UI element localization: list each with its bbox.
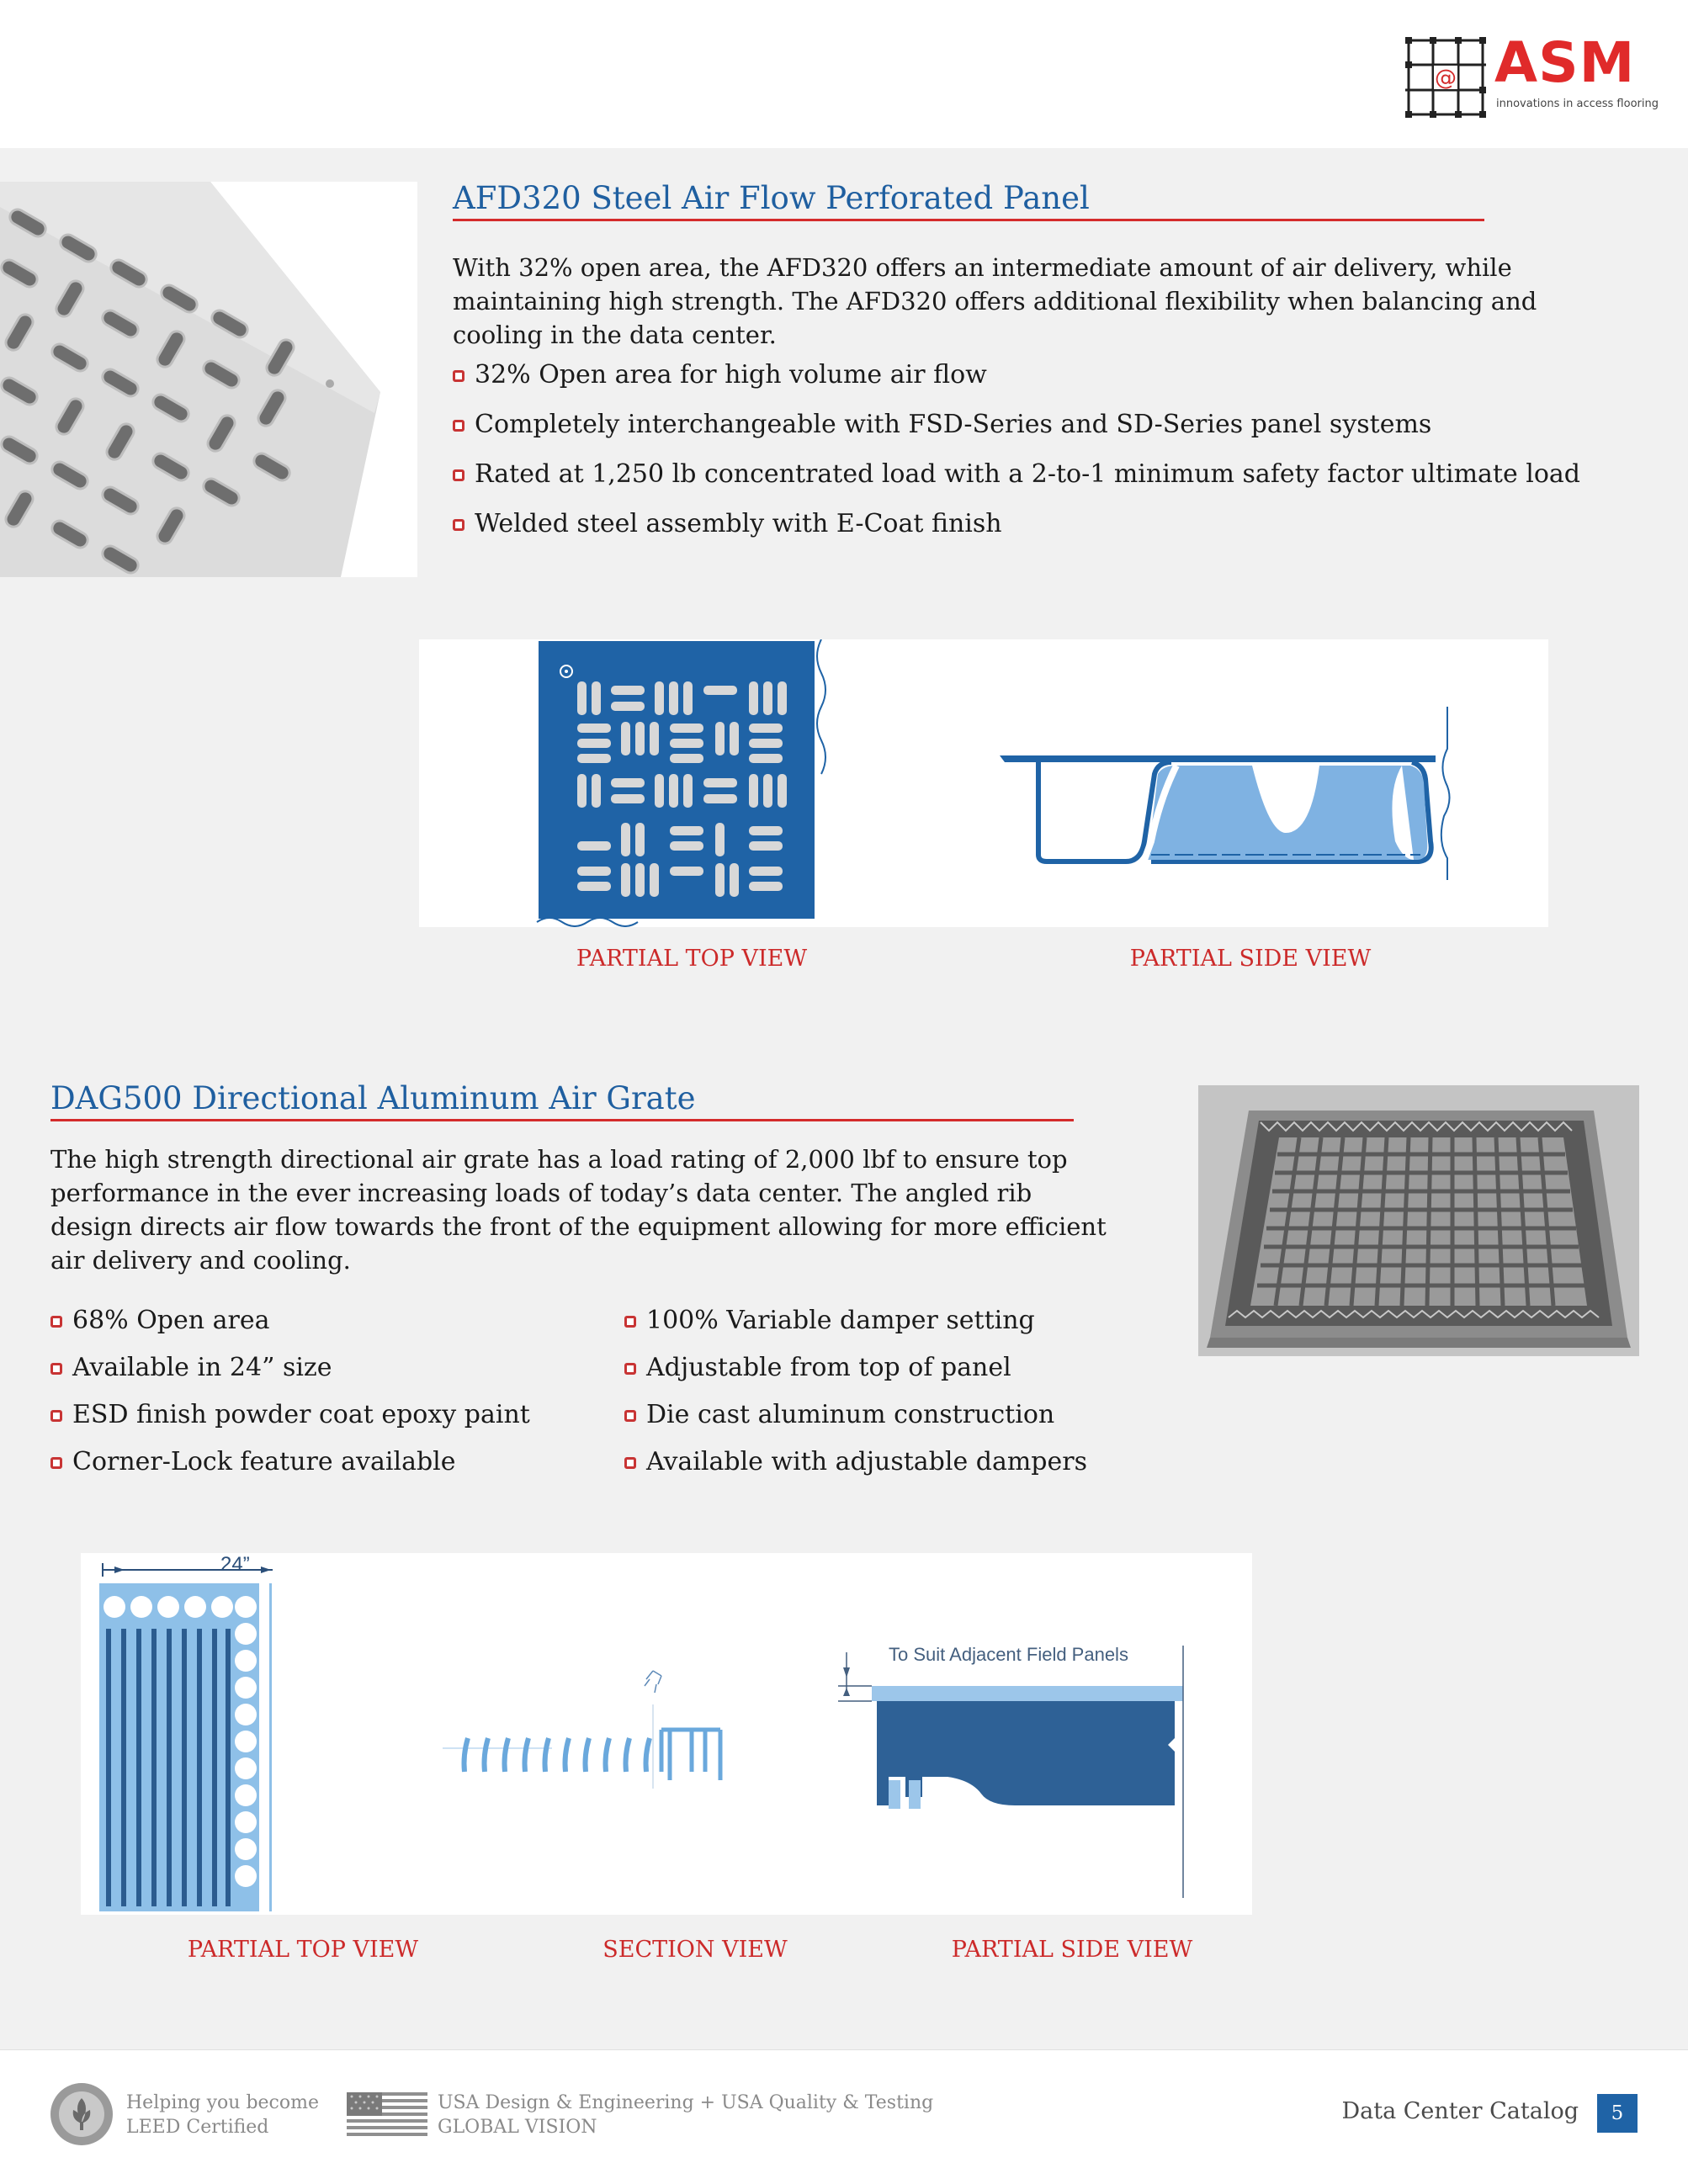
bullet-box-icon (624, 1363, 636, 1375)
usgbc-member-seal-icon (49, 2081, 114, 2147)
bullet-box-icon (624, 1457, 636, 1469)
usa-line-1: USA Design & Engineering + USA Quality & Testing (438, 2092, 934, 2113)
leed-line-2: LEED Certified (126, 2117, 269, 2138)
bullet-box-icon (50, 1363, 62, 1375)
dimension-label: 24” (220, 1553, 250, 1576)
bullet-box-icon (624, 1316, 636, 1328)
page-number: 5 (1597, 2094, 1638, 2133)
afd320-technical-drawing (419, 639, 1548, 927)
usa-line-2: GLOBAL VISION (438, 2117, 597, 2138)
dag500-description: The high strength directional air grate has a load rating of 2,000 lbf to ensure top performance in the ever increasing loads of today’s data center. The angled rib design directs air flow towards the front of the equipment allowing for more efficient air delivery and cooling. (50, 1145, 1107, 1275)
afd320-caption-side-view: PARTIAL SIDE VIEW (1129, 946, 1372, 972)
grid-at-icon (1404, 35, 1488, 119)
dag500-bullet-right: Die cast aluminum construction (624, 1400, 1054, 1430)
dag500-technical-drawing (81, 1553, 1252, 1915)
dag500-bullet-left: ESD finish powder coat epoxy paint (50, 1400, 530, 1430)
bullet-box-icon (50, 1410, 62, 1422)
us-flag-icon (347, 2092, 427, 2136)
afd320-bullet: Completely interchangeable with FSD-Series and SD-Series panel systems (453, 410, 1431, 440)
catalog-label: Data Center Catalog (1341, 2098, 1579, 2124)
bullet-box-icon (453, 370, 464, 382)
brand-tagline: innovations in access flooring (1496, 98, 1659, 110)
bullet-box-icon (453, 519, 464, 531)
brand-name: ASM (1494, 30, 1636, 95)
bullet-box-icon (50, 1457, 62, 1469)
perforated-panel-image (0, 182, 417, 577)
afd320-title-rule (453, 219, 1484, 221)
footer-divider (0, 2049, 1688, 2050)
dag500-drawing-panel (81, 1553, 1252, 1915)
afd320-bullet: Rated at 1,250 lb concentrated load with a 2-to-1 minimum safety factor ultimate load (453, 459, 1580, 490)
afd320-drawing-panel (419, 639, 1548, 927)
dag500-bullet-left: Available in 24” size (50, 1353, 332, 1383)
afd320-title: AFD320 Steel Air Flow Perforated Panel (453, 180, 1090, 216)
dag500-bullet-left: 68% Open area (50, 1306, 270, 1336)
dag500-caption-section-view: SECTION VIEW (602, 1937, 788, 1963)
bullet-box-icon (624, 1410, 636, 1422)
side-note-text: To Suit Adjacent Field Panels (889, 1644, 1128, 1665)
afd320-product-photo (0, 182, 417, 577)
dag500-caption-top-view: PARTIAL TOP VIEW (187, 1937, 419, 1963)
afd320-description: With 32% open area, the AFD320 offers an intermediate amount of air delivery, while maintaining high strength. The AFD320 offers additional flexibility when balancing and cooling in the data center. (453, 253, 1537, 349)
air-grate-image (1198, 1085, 1639, 1356)
dag500-bullet-left: Corner-Lock feature available (50, 1447, 456, 1477)
dag500-product-photo (1198, 1085, 1639, 1356)
dag500-bullet-right: Adjustable from top of panel (624, 1353, 1011, 1383)
dag500-caption-side-view: PARTIAL SIDE VIEW (951, 1937, 1193, 1963)
afd320-caption-top-view: PARTIAL TOP VIEW (576, 946, 808, 972)
afd320-bullet: Welded steel assembly with E-Coat finish (453, 509, 1002, 539)
leed-line-1: Helping you become (126, 2092, 319, 2113)
svg-text:@: @ (1435, 66, 1457, 91)
dag500-bullet-right: Available with adjustable dampers (624, 1447, 1087, 1477)
dag500-bullet-right: 100% Variable damper setting (624, 1306, 1035, 1336)
bullet-box-icon (453, 420, 464, 432)
bullet-box-icon (50, 1316, 62, 1328)
afd320-bullet: 32% Open area for high volume air flow (453, 360, 987, 390)
asm-logo (1404, 30, 1659, 119)
dag500-title-rule (50, 1119, 1074, 1121)
bullet-box-icon (453, 469, 464, 481)
dag500-title: DAG500 Directional Aluminum Air Grate (50, 1080, 696, 1116)
